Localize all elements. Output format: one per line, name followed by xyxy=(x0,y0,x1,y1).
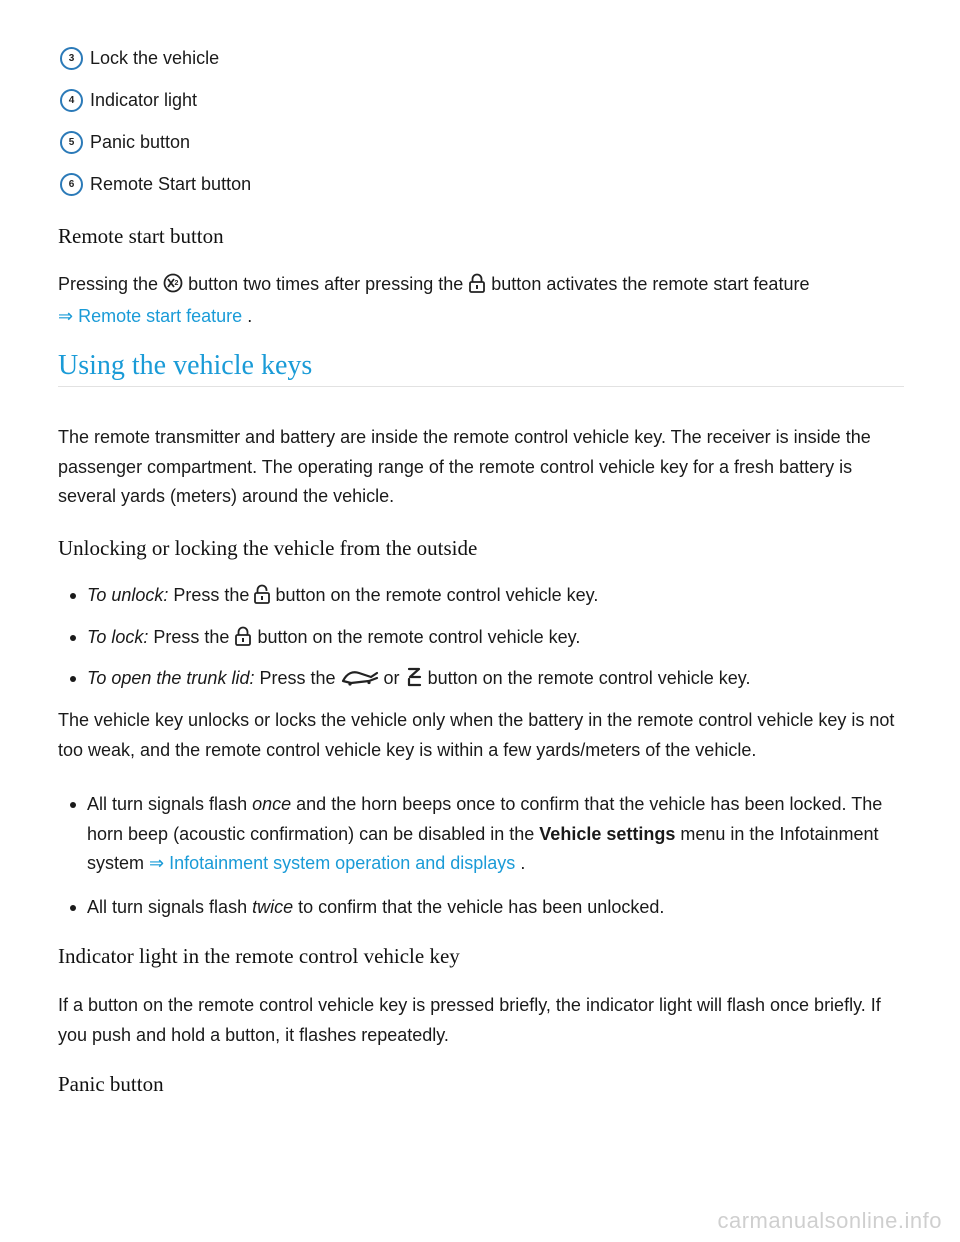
legend-label: Remote Start button xyxy=(90,173,252,194)
unlock-icon xyxy=(254,584,270,614)
battery-range-paragraph: The vehicle key unlocks or locks the vehicle only when the battery in the remote control vehicle key is not too weak, and the remote control vehicle key is within a few yards/meters of the vehicle. xyxy=(58,710,895,760)
legend-list xyxy=(60,44,251,212)
list-item-lock xyxy=(70,623,910,656)
list-item-signals-unlocked xyxy=(70,893,910,923)
emphasis: twice xyxy=(252,897,294,917)
text: . xyxy=(520,853,526,873)
text: All turn signals flash xyxy=(87,897,248,917)
text: and the horn beeps once to confirm that the vehicle has been locked. The horn beep (acoustic confirmation) can be disabled in the xyxy=(87,794,883,844)
text: button two times after pressing the xyxy=(188,274,464,294)
text: All turn signals flash xyxy=(87,794,248,814)
text: button on the remote control vehicle key. xyxy=(275,585,599,605)
indicator-heading: Indicator light in the remote control vehicle key xyxy=(58,944,460,968)
label: To open the trunk lid: xyxy=(87,668,255,688)
text: button on the remote control vehicle key. xyxy=(427,668,751,688)
infotainment-link[interactable]: ⇒ Infotainment system operation and displays xyxy=(149,853,516,873)
unlock-bullet-list xyxy=(70,581,910,614)
text: Pressing the xyxy=(58,274,159,294)
panic-heading: Panic button xyxy=(58,1072,164,1096)
trunk-lid-icon xyxy=(405,667,423,697)
legend-label: Lock the vehicle xyxy=(90,47,220,68)
svg-text:2: 2 xyxy=(174,280,179,287)
list-item-unlock xyxy=(70,581,910,614)
number-badge: 5 xyxy=(60,131,83,154)
unlocking-heading: Unlocking or locking the vehicle from the outside xyxy=(58,536,478,560)
using-vehicle-keys-heading: Using the vehicle keys xyxy=(58,350,904,387)
trunk-bullet-list xyxy=(70,664,910,697)
remote-start-heading: Remote start button xyxy=(58,224,224,248)
lock-bullet-list xyxy=(70,623,910,656)
text: Press the xyxy=(153,627,230,647)
legend-item-lock xyxy=(60,44,251,72)
text: Press the xyxy=(173,585,250,605)
remote-start-feature-link[interactable]: ⇒ Remote start feature xyxy=(58,306,243,326)
indicator-paragraph: If a button on the remote control vehicle key is pressed briefly, the indicator light will flash once briefly. If you push and hold a button, it flashes repeatedly. xyxy=(58,995,881,1045)
using-keys-paragraph: The remote transmitter and battery are inside the remote control vehicle key. The receiver is inside the passenger compartment. The operating range of the remote control vehicle key for a fresh battery is several yards (meters) around the vehicle. xyxy=(58,427,871,506)
text: button activates the remote start feature xyxy=(491,274,810,294)
text: Press the xyxy=(259,668,336,688)
remote-start-x2-icon xyxy=(163,273,183,302)
watermark: carmanualsonline.info xyxy=(717,1208,942,1233)
number-badge: 3 xyxy=(60,47,83,70)
list-item-signals-locked xyxy=(70,790,910,879)
lock-icon xyxy=(234,626,252,656)
text: or xyxy=(383,668,400,688)
emphasis: once xyxy=(252,794,292,814)
remote-start-paragraph xyxy=(58,270,904,331)
legend-item-remote-start xyxy=(60,170,251,198)
text: to confirm that the vehicle has been unlocked. xyxy=(298,897,665,917)
legend-label: Indicator light xyxy=(90,89,198,110)
text: . xyxy=(247,306,253,326)
text: menu in the Infotainment system xyxy=(87,823,879,873)
legend-item-panic xyxy=(60,128,251,156)
number-badge: 6 xyxy=(60,173,83,196)
number-badge: 4 xyxy=(60,89,83,112)
legend-item-indicator xyxy=(60,86,251,114)
list-item-trunk xyxy=(70,664,910,697)
lock-icon xyxy=(468,273,486,302)
trunk-open-icon xyxy=(341,667,379,697)
text: button on the remote control vehicle key. xyxy=(257,627,581,647)
vehicle-settings-label: Vehicle settings xyxy=(539,823,676,844)
signals-unlocked-list xyxy=(70,893,910,923)
label: To lock: xyxy=(87,627,149,647)
label: To unlock: xyxy=(87,585,169,605)
legend-label: Panic button xyxy=(90,131,191,152)
signals-locked-list xyxy=(70,790,910,879)
